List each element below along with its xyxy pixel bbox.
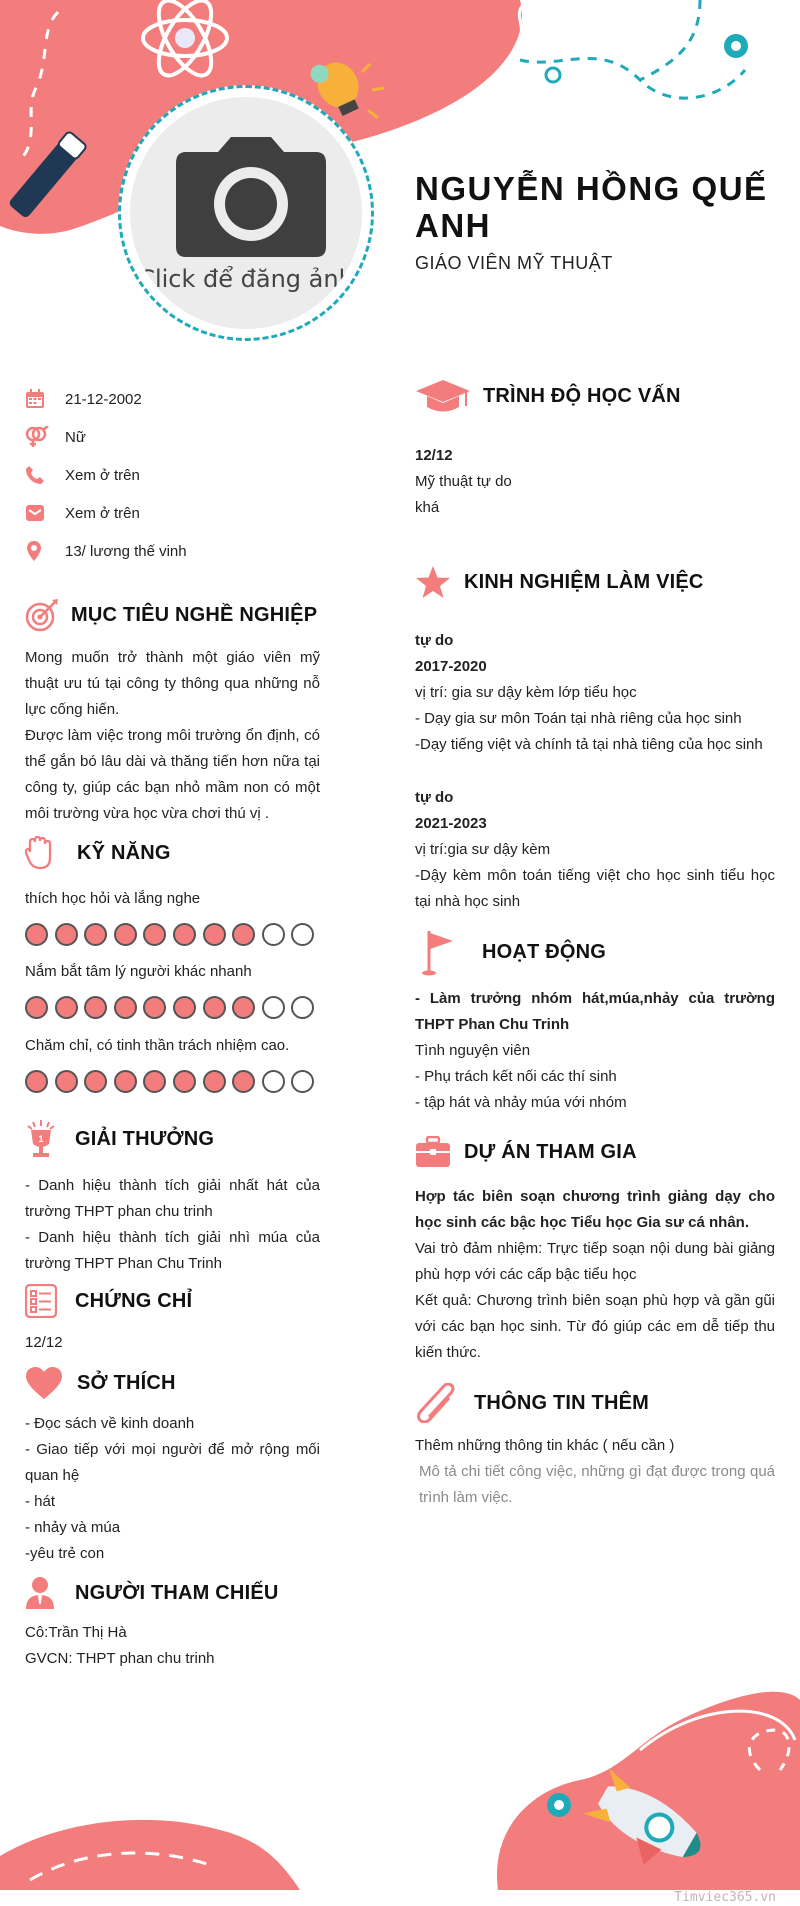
- contact-email: [25, 500, 140, 526]
- calendar-icon: [25, 388, 55, 410]
- phone-icon: [25, 464, 55, 486]
- rating-dot-filled: [173, 923, 196, 946]
- hobbies-text: [25, 1411, 320, 1567]
- rating-dot-empty: [291, 1070, 314, 1093]
- activities-heading: HOẠT ĐỘNG: [415, 928, 606, 976]
- phone-text: Xem ở trên: [65, 466, 140, 484]
- watermark: Timviec365.vn: [674, 1890, 776, 1905]
- job-company: tự do: [415, 632, 454, 649]
- skill-name: Chăm chỉ, có tinh thần trách nhiệm cao.: [25, 1037, 290, 1054]
- objective-line: Được làm việc trong môi trường ổn định, có thể gắn bó lâu dài và thăng tiến hơn nữa tại công ty, giúp các bạn nhỏ mầm non có một môi trường vừa học vừa chơi thú vị .: [25, 727, 320, 822]
- hand-icon: [25, 836, 53, 870]
- rating-dot-filled: [55, 923, 78, 946]
- rating-dot-filled: [173, 996, 196, 1019]
- project-detail: Vai trò đảm nhiệm: Trực tiếp soạn nội dung bài giảng phù hợp với các cấp bậc tiểu học: [415, 1240, 775, 1283]
- avatar-upload-label: Click để đăng ảnh: [138, 265, 354, 293]
- education-heading: TRÌNH ĐỘ HỌC VẤN: [415, 378, 681, 414]
- education-level: 12/12: [415, 447, 453, 464]
- objective-text: [25, 645, 320, 827]
- certificate-item: 12/12: [25, 1334, 63, 1351]
- objective-heading: MỤC TIÊU NGHỀ NGHIỆP: [25, 598, 317, 632]
- rating-dot-filled: [55, 1070, 78, 1093]
- skill-name: Nắm bắt tâm lý người khác nhanh: [25, 963, 252, 980]
- skills-heading: KỸ NĂNG: [25, 836, 171, 870]
- objective-line: Mong muốn trở thành một giáo viên mỹ thuật ưu tú tại công ty thông qua những nỗ lực cống hiến.: [25, 649, 320, 718]
- job-detail: -Dậy kèm môn toán tiếng việt cho học sinh tiểu học tại nhà học sinh: [415, 867, 775, 910]
- rating-dot-filled: [232, 1070, 255, 1093]
- rating-dot-filled: [25, 1070, 48, 1093]
- skill-rating: [25, 1070, 321, 1094]
- paperclip-icon: [415, 1383, 461, 1423]
- contact-phone: [25, 462, 140, 488]
- references-heading: NGƯỜI THAM CHIẾU: [25, 1576, 279, 1610]
- activity-item: - Phụ trách kết nối các thí sinh: [415, 1068, 617, 1085]
- camera-icon: [176, 137, 326, 257]
- rating-dot-filled: [84, 923, 107, 946]
- activity-item: - tập hát và nhảy múa với nhóm: [415, 1094, 627, 1111]
- target-icon: [25, 598, 61, 632]
- star-icon: [415, 565, 451, 599]
- contact-birthday: [25, 386, 142, 412]
- activity-item: Tình nguyện viên: [415, 1042, 531, 1059]
- rating-dot-filled: [173, 1070, 196, 1093]
- rating-dot-filled: [84, 1070, 107, 1093]
- skill-name: thích học hỏi và lắng nghe: [25, 890, 201, 907]
- contact-address: [25, 538, 187, 564]
- hobby-item: - Đọc sách về kinh doanh: [25, 1415, 195, 1432]
- award-item: - Danh hiệu thành tích giải nhất hát của trường THPT phan chu trinh: [25, 1177, 320, 1220]
- certificates-heading: CHỨNG CHỈ: [25, 1284, 192, 1318]
- footer-decoration: [0, 1680, 800, 1906]
- education-major: Mỹ thuật tự do: [415, 473, 512, 490]
- rating-dot-filled: [143, 996, 166, 1019]
- rating-dot-filled: [203, 996, 226, 1019]
- job-detail: vị trí: gia sư dậy kèm lớp tiểu học: [415, 684, 637, 701]
- avatar-placeholder[interactable]: [130, 97, 362, 329]
- project-detail: Kết quả: Chương trình biên soạn phù hợp và gần gũi với các bạn học sinh. Từ đó giúp các em dễ tiếp thu kiến thức.: [415, 1292, 775, 1361]
- rating-dot-empty: [291, 996, 314, 1019]
- job-detail: -Dạy tiếng việt và chính tả tại nhà tiêng của học sinh: [415, 736, 763, 753]
- activities-text: [415, 986, 775, 1116]
- birthday-text: 21-12-2002: [65, 390, 142, 408]
- briefcase-icon: [415, 1136, 451, 1168]
- projects-heading: DỰ ÁN THAM GIA: [415, 1136, 637, 1168]
- rating-dot-filled: [25, 996, 48, 1019]
- rating-dot-empty: [262, 923, 285, 946]
- hobby-item: - nhảy và múa: [25, 1519, 121, 1536]
- extra-heading: THÔNG TIN THÊM: [415, 1383, 649, 1423]
- reference-item: GVCN: THPT phan chu trinh: [25, 1650, 215, 1667]
- references-text: [25, 1620, 320, 1672]
- experience-heading: KINH NGHIỆM LÀM VIỆC: [415, 565, 704, 599]
- experience-job-1: [415, 628, 775, 758]
- job-detail: - Dạy gia sư môn Toán tại nhà riêng của học sinh: [415, 710, 742, 727]
- gender-text: Nữ: [65, 428, 86, 446]
- rating-dot-filled: [203, 923, 226, 946]
- rating-dot-filled: [114, 1070, 137, 1093]
- experience-job-2: [415, 785, 775, 915]
- person-icon: [25, 1576, 55, 1610]
- contact-gender: [25, 424, 86, 450]
- reference-item: Cô:Trần Thị Hà: [25, 1624, 127, 1641]
- location-pin-icon: [25, 540, 55, 562]
- job-period: 2017-2020: [415, 658, 487, 675]
- education-text: [415, 443, 775, 521]
- job-period: 2021-2023: [415, 815, 487, 832]
- trophy-icon: [25, 1118, 57, 1160]
- job-company: tự do: [415, 789, 454, 806]
- rating-dot-filled: [232, 996, 255, 1019]
- avatar-upload[interactable]: [118, 85, 374, 341]
- rating-dot-empty: [262, 1070, 285, 1093]
- checklist-icon: [25, 1284, 57, 1318]
- certificates-text: [25, 1330, 320, 1356]
- candidate-name: NGUYỄN HỒNG QUẾ ANH: [415, 170, 768, 244]
- rating-dot-filled: [25, 923, 48, 946]
- award-item: - Danh hiệu thành tích giải nhì múa của trường THPT Phan Chu Trinh: [25, 1229, 320, 1272]
- rating-dot-filled: [203, 1070, 226, 1093]
- rating-dot-filled: [143, 923, 166, 946]
- hobby-item: - hát: [25, 1493, 56, 1510]
- address-text: 13/ lương thế vinh: [65, 542, 187, 560]
- job-title: GIÁO VIÊN MỸ THUẬT: [415, 253, 613, 273]
- graduation-cap-icon: [415, 378, 471, 414]
- hobby-item: -yêu trẻ con: [25, 1545, 105, 1562]
- svg-text:1: 1: [38, 1134, 44, 1144]
- flag-icon: [415, 928, 457, 976]
- rating-dot-filled: [114, 923, 137, 946]
- extra-line: Thêm những thông tin khác ( nếu cần ): [415, 1437, 675, 1454]
- mail-icon: [25, 502, 55, 524]
- awards-text: [25, 1173, 320, 1277]
- education-grade: khá: [415, 499, 440, 516]
- extra-placeholder[interactable]: Mô tả chi tiết công việc, những gì đạt được trong quá trình làm việc.: [419, 1463, 775, 1506]
- rating-dot-filled: [232, 923, 255, 946]
- rating-dot-filled: [143, 1070, 166, 1093]
- skill-rating: [25, 996, 321, 1020]
- rating-dot-filled: [55, 996, 78, 1019]
- skill-rating: [25, 923, 321, 947]
- activity-heading: - Làm trưởng nhóm hát,múa,nhảy của trường THPT Phan Chu Trinh: [415, 990, 775, 1033]
- rating-dot-filled: [114, 996, 137, 1019]
- awards-heading: 1 GIẢI THƯỞNG: [25, 1118, 214, 1160]
- projects-text: [415, 1184, 775, 1366]
- hobbies-heading: SỞ THÍCH: [25, 1366, 176, 1400]
- rating-dot-empty: [291, 923, 314, 946]
- job-detail: vị trí:gia sư dậy kèm: [415, 841, 551, 858]
- extra-text: [415, 1433, 775, 1511]
- hobby-item: - Giao tiếp với mọi người để mở rộng mối quan hệ: [25, 1441, 320, 1484]
- email-text: Xem ở trên: [65, 504, 140, 522]
- rating-dot-empty: [262, 996, 285, 1019]
- rating-dot-filled: [84, 996, 107, 1019]
- project-heading: Hợp tác biên soạn chương trình giảng dạy cho học sinh các bậc học Tiểu học Gia sư cá nhân.: [415, 1188, 775, 1231]
- heart-icon: [25, 1366, 63, 1400]
- gender-icon: [25, 426, 55, 448]
